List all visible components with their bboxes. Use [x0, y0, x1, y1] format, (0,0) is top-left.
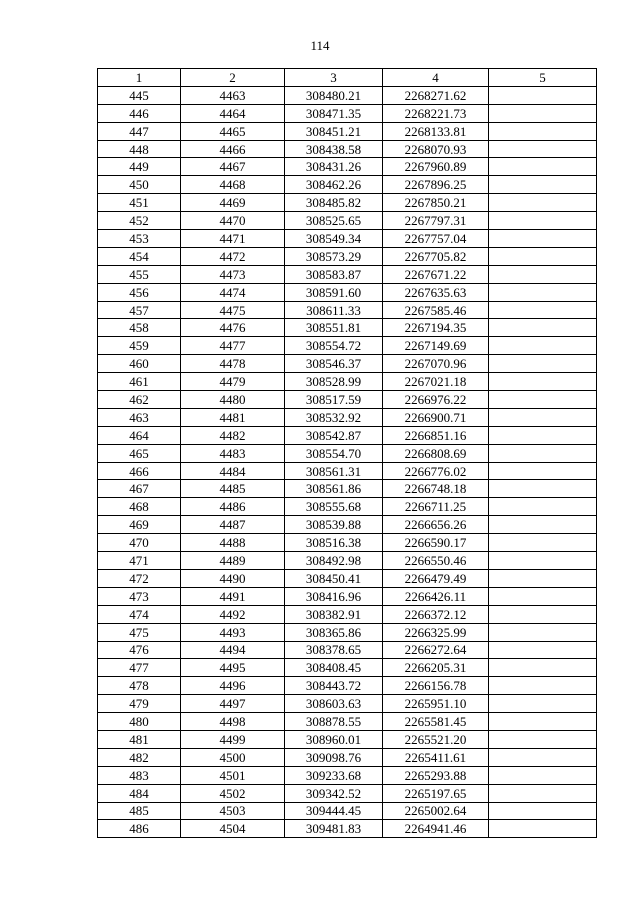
table-cell-col-4: 2267149.69 [383, 337, 489, 355]
table-row [98, 86, 597, 104]
table-row [98, 534, 597, 552]
table-row [98, 784, 597, 802]
table-cell-col-1: 485 [98, 802, 181, 820]
table-cell-col-4: 2265581.45 [383, 713, 489, 731]
table-cell-col-2: 4492 [181, 605, 285, 623]
table-row [98, 713, 597, 731]
table-body [98, 86, 597, 837]
table-row [98, 605, 597, 623]
table-cell-col-5 [489, 677, 597, 695]
table-cell-col-5 [489, 408, 597, 426]
table-cell-col-2: 4493 [181, 623, 285, 641]
table-cell-col-3: 309233.68 [285, 766, 383, 784]
table-cell-col-5 [489, 730, 597, 748]
table-row [98, 355, 597, 373]
table-cell-col-1: 446 [98, 104, 181, 122]
column-header-3: 3 [285, 69, 383, 87]
table-row [98, 194, 597, 212]
table-cell-col-1: 483 [98, 766, 181, 784]
table-cell-col-4: 2264941.46 [383, 820, 489, 838]
table-cell-col-3: 308573.29 [285, 247, 383, 265]
table-cell-col-2: 4491 [181, 587, 285, 605]
table-cell-col-3: 308431.26 [285, 158, 383, 176]
table-cell-col-2: 4500 [181, 748, 285, 766]
table-row [98, 677, 597, 695]
table-cell-col-1: 467 [98, 480, 181, 498]
table-cell-col-2: 4495 [181, 659, 285, 677]
table-cell-col-3: 308451.21 [285, 122, 383, 140]
table-row [98, 552, 597, 570]
table-cell-col-2: 4468 [181, 176, 285, 194]
table-cell-col-3: 308471.35 [285, 104, 383, 122]
table-cell-col-5 [489, 86, 597, 104]
table-cell-col-3: 308539.88 [285, 516, 383, 534]
table-cell-col-4: 2267896.25 [383, 176, 489, 194]
table-cell-col-3: 308443.72 [285, 677, 383, 695]
table-cell-col-3: 308416.96 [285, 587, 383, 605]
table-cell-col-3: 308960.01 [285, 730, 383, 748]
table-row [98, 408, 597, 426]
table-cell-col-1: 482 [98, 748, 181, 766]
table-cell-col-4: 2268133.81 [383, 122, 489, 140]
table-cell-col-4: 2266372.12 [383, 605, 489, 623]
table-cell-col-4: 2267757.04 [383, 230, 489, 248]
table-cell-col-5 [489, 247, 597, 265]
table-row [98, 391, 597, 409]
table-cell-col-2: 4503 [181, 802, 285, 820]
table-cell-col-1: 481 [98, 730, 181, 748]
table-cell-col-4: 2266272.64 [383, 641, 489, 659]
table-row [98, 283, 597, 301]
table-row [98, 426, 597, 444]
table-cell-col-5 [489, 265, 597, 283]
table-cell-col-1: 460 [98, 355, 181, 373]
table-cell-col-2: 4501 [181, 766, 285, 784]
table-cell-col-2: 4472 [181, 247, 285, 265]
table-row [98, 820, 597, 838]
table-cell-col-3: 308438.58 [285, 140, 383, 158]
table-cell-col-5 [489, 534, 597, 552]
table-row [98, 516, 597, 534]
table-cell-col-2: 4487 [181, 516, 285, 534]
table-cell-col-1: 469 [98, 516, 181, 534]
table-cell-col-1: 478 [98, 677, 181, 695]
table-cell-col-2: 4502 [181, 784, 285, 802]
table-cell-col-3: 308561.86 [285, 480, 383, 498]
table-cell-col-3: 308546.37 [285, 355, 383, 373]
table-row [98, 641, 597, 659]
table-cell-col-2: 4473 [181, 265, 285, 283]
column-header-4: 4 [383, 69, 489, 87]
table-cell-col-1: 461 [98, 373, 181, 391]
table-row [98, 748, 597, 766]
table-cell-col-4: 2265411.61 [383, 748, 489, 766]
table-cell-col-5 [489, 659, 597, 677]
table-cell-col-5 [489, 301, 597, 319]
table-cell-col-4: 2266976.22 [383, 391, 489, 409]
table-cell-col-2: 4481 [181, 408, 285, 426]
table-cell-col-1: 479 [98, 695, 181, 713]
table-cell-col-5 [489, 748, 597, 766]
table-cell-col-1: 464 [98, 426, 181, 444]
table-cell-col-2: 4482 [181, 426, 285, 444]
table-row [98, 569, 597, 587]
table-row [98, 444, 597, 462]
table-row [98, 462, 597, 480]
table-cell-col-1: 448 [98, 140, 181, 158]
table-cell-col-1: 465 [98, 444, 181, 462]
table-cell-col-1: 445 [98, 86, 181, 104]
table-cell-col-1: 466 [98, 462, 181, 480]
table-cell-col-3: 308408.45 [285, 659, 383, 677]
table-cell-col-4: 2267070.96 [383, 355, 489, 373]
table-cell-col-5 [489, 337, 597, 355]
table-cell-col-4: 2265197.65 [383, 784, 489, 802]
table-cell-col-4: 2266590.17 [383, 534, 489, 552]
table-cell-col-2: 4470 [181, 212, 285, 230]
table-cell-col-4: 2266711.25 [383, 498, 489, 516]
table-cell-col-1: 450 [98, 176, 181, 194]
table-row [98, 766, 597, 784]
table-cell-col-2: 4485 [181, 480, 285, 498]
table-cell-col-4: 2266426.11 [383, 587, 489, 605]
table-cell-col-5 [489, 140, 597, 158]
table-cell-col-5 [489, 194, 597, 212]
table-cell-col-4: 2266156.78 [383, 677, 489, 695]
table-cell-col-3: 308878.55 [285, 713, 383, 731]
table-row [98, 337, 597, 355]
table-cell-col-4: 2266656.26 [383, 516, 489, 534]
table-cell-col-4: 2266900.71 [383, 408, 489, 426]
table-cell-col-4: 2266851.16 [383, 426, 489, 444]
table-row [98, 730, 597, 748]
table-cell-col-5 [489, 104, 597, 122]
table-cell-col-2: 4477 [181, 337, 285, 355]
table-cell-col-4: 2267797.31 [383, 212, 489, 230]
table-header [98, 69, 597, 87]
header-row [98, 69, 597, 87]
table-row [98, 695, 597, 713]
table-cell-col-2: 4475 [181, 301, 285, 319]
table-cell-col-4: 2265951.10 [383, 695, 489, 713]
table-cell-col-3: 308542.87 [285, 426, 383, 444]
table-cell-col-2: 4497 [181, 695, 285, 713]
column-header-5: 5 [489, 69, 597, 87]
table-cell-col-3: 308378.65 [285, 641, 383, 659]
table-cell-col-4: 2265002.64 [383, 802, 489, 820]
table-row [98, 373, 597, 391]
table-cell-col-5 [489, 623, 597, 641]
table-cell-col-3: 308492.98 [285, 552, 383, 570]
table-cell-col-4: 2268271.62 [383, 86, 489, 104]
table-cell-col-3: 308532.92 [285, 408, 383, 426]
table-cell-col-5 [489, 516, 597, 534]
table-cell-col-2: 4496 [181, 677, 285, 695]
table-cell-col-2: 4483 [181, 444, 285, 462]
table-cell-col-2: 4479 [181, 373, 285, 391]
table-cell-col-5 [489, 391, 597, 409]
table-cell-col-1: 470 [98, 534, 181, 552]
table-cell-col-5 [489, 498, 597, 516]
table-cell-col-2: 4488 [181, 534, 285, 552]
table-cell-col-3: 308516.38 [285, 534, 383, 552]
table-cell-col-1: 468 [98, 498, 181, 516]
table-cell-col-3: 308591.60 [285, 283, 383, 301]
table-cell-col-2: 4489 [181, 552, 285, 570]
table-cell-col-4: 2265293.88 [383, 766, 489, 784]
table-cell-col-2: 4490 [181, 569, 285, 587]
table-cell-col-4: 2268070.93 [383, 140, 489, 158]
table-cell-col-3: 308480.21 [285, 86, 383, 104]
table-cell-col-5 [489, 355, 597, 373]
table-cell-col-2: 4504 [181, 820, 285, 838]
table-row [98, 176, 597, 194]
table-cell-col-3: 308382.91 [285, 605, 383, 623]
table-cell-col-1: 473 [98, 587, 181, 605]
table-cell-col-1: 452 [98, 212, 181, 230]
table-row [98, 659, 597, 677]
table-cell-col-3: 308554.72 [285, 337, 383, 355]
table-cell-col-4: 2267671.22 [383, 265, 489, 283]
table-cell-col-1: 486 [98, 820, 181, 838]
table-row [98, 301, 597, 319]
table-cell-col-3: 308549.34 [285, 230, 383, 248]
table-cell-col-3: 308583.87 [285, 265, 383, 283]
table-cell-col-3: 308365.86 [285, 623, 383, 641]
table-cell-col-2: 4480 [181, 391, 285, 409]
table-cell-col-5 [489, 766, 597, 784]
table-row [98, 140, 597, 158]
table-cell-col-2: 4465 [181, 122, 285, 140]
table-cell-col-2: 4464 [181, 104, 285, 122]
table-cell-col-3: 308450.41 [285, 569, 383, 587]
table-cell-col-2: 4463 [181, 86, 285, 104]
table-cell-col-4: 2266808.69 [383, 444, 489, 462]
table-cell-col-3: 308528.99 [285, 373, 383, 391]
table-cell-col-1: 447 [98, 122, 181, 140]
table-cell-col-5 [489, 695, 597, 713]
table-row [98, 480, 597, 498]
table-cell-col-3: 308555.68 [285, 498, 383, 516]
table-cell-col-4: 2265521.20 [383, 730, 489, 748]
table-cell-col-5 [489, 444, 597, 462]
table-cell-col-5 [489, 212, 597, 230]
table-cell-col-1: 462 [98, 391, 181, 409]
table-cell-col-3: 308485.82 [285, 194, 383, 212]
table-row [98, 212, 597, 230]
table-cell-col-5 [489, 820, 597, 838]
table-cell-col-2: 4469 [181, 194, 285, 212]
table-cell-col-5 [489, 426, 597, 444]
table-cell-col-5 [489, 122, 597, 140]
table-cell-col-1: 453 [98, 230, 181, 248]
table-cell-col-3: 308554.70 [285, 444, 383, 462]
table-cell-col-3: 308525.65 [285, 212, 383, 230]
table-cell-col-5 [489, 230, 597, 248]
table-cell-col-3: 308517.59 [285, 391, 383, 409]
table-cell-col-4: 2267850.21 [383, 194, 489, 212]
table-cell-col-2: 4476 [181, 319, 285, 337]
table-row [98, 158, 597, 176]
table-cell-col-4: 2267705.82 [383, 247, 489, 265]
table-row [98, 247, 597, 265]
table-cell-col-1: 459 [98, 337, 181, 355]
table-cell-col-5 [489, 480, 597, 498]
table-cell-col-1: 475 [98, 623, 181, 641]
table-cell-col-4: 2266776.02 [383, 462, 489, 480]
table-cell-col-2: 4484 [181, 462, 285, 480]
table-cell-col-4: 2267194.35 [383, 319, 489, 337]
table-cell-col-3: 309098.76 [285, 748, 383, 766]
column-header-2: 2 [181, 69, 285, 87]
table-cell-col-3: 308462.26 [285, 176, 383, 194]
column-header-1: 1 [98, 69, 181, 87]
table-cell-col-5 [489, 802, 597, 820]
table-cell-col-1: 449 [98, 158, 181, 176]
table-cell-col-5 [489, 587, 597, 605]
table-cell-col-3: 309342.52 [285, 784, 383, 802]
table-cell-col-2: 4467 [181, 158, 285, 176]
table-cell-col-1: 477 [98, 659, 181, 677]
table-cell-col-2: 4498 [181, 713, 285, 731]
table-cell-col-5 [489, 605, 597, 623]
table-cell-col-3: 308551.81 [285, 319, 383, 337]
table-cell-col-2: 4486 [181, 498, 285, 516]
table-cell-col-1: 458 [98, 319, 181, 337]
table-row [98, 319, 597, 337]
table-cell-col-2: 4466 [181, 140, 285, 158]
table-row [98, 122, 597, 140]
table-cell-col-5 [489, 713, 597, 731]
table-cell-col-2: 4494 [181, 641, 285, 659]
table-cell-col-1: 472 [98, 569, 181, 587]
table-cell-col-4: 2266479.49 [383, 569, 489, 587]
table-cell-col-2: 4474 [181, 283, 285, 301]
table-cell-col-3: 308611.33 [285, 301, 383, 319]
table-cell-col-4: 2267585.46 [383, 301, 489, 319]
table-cell-col-5 [489, 158, 597, 176]
table-cell-col-1: 455 [98, 265, 181, 283]
table-cell-col-1: 476 [98, 641, 181, 659]
table-cell-col-4: 2267635.63 [383, 283, 489, 301]
table-cell-col-1: 484 [98, 784, 181, 802]
table-cell-col-5 [489, 462, 597, 480]
table-row [98, 104, 597, 122]
table-cell-col-3: 308603.63 [285, 695, 383, 713]
table-cell-col-5 [489, 552, 597, 570]
table-cell-col-3: 309444.45 [285, 802, 383, 820]
table-cell-col-1: 471 [98, 552, 181, 570]
table-row [98, 587, 597, 605]
table-cell-col-1: 463 [98, 408, 181, 426]
coordinates-table [97, 68, 597, 838]
table-row [98, 498, 597, 516]
table-cell-col-3: 309481.83 [285, 820, 383, 838]
table-cell-col-2: 4478 [181, 355, 285, 373]
table-cell-col-4: 2267960.89 [383, 158, 489, 176]
table-cell-col-4: 2266748.18 [383, 480, 489, 498]
table-cell-col-5 [489, 373, 597, 391]
table-cell-col-3: 308561.31 [285, 462, 383, 480]
page-number: 114 [310, 38, 330, 53]
table-row [98, 623, 597, 641]
table-cell-col-1: 480 [98, 713, 181, 731]
table-cell-col-2: 4471 [181, 230, 285, 248]
table-cell-col-1: 474 [98, 605, 181, 623]
table-cell-col-2: 4499 [181, 730, 285, 748]
table-cell-col-1: 457 [98, 301, 181, 319]
table-cell-col-5 [489, 283, 597, 301]
table-row [98, 802, 597, 820]
table-cell-col-1: 451 [98, 194, 181, 212]
table-cell-col-4: 2266205.31 [383, 659, 489, 677]
table-cell-col-5 [489, 319, 597, 337]
table-cell-col-5 [489, 784, 597, 802]
table-cell-col-5 [489, 641, 597, 659]
table-cell-col-4: 2267021.18 [383, 373, 489, 391]
table-cell-col-5 [489, 569, 597, 587]
table-cell-col-1: 454 [98, 247, 181, 265]
table-row [98, 265, 597, 283]
table-cell-col-4: 2266325.99 [383, 623, 489, 641]
table-cell-col-1: 456 [98, 283, 181, 301]
table-cell-col-5 [489, 176, 597, 194]
table-cell-col-4: 2266550.46 [383, 552, 489, 570]
table-row [98, 230, 597, 248]
table-cell-col-4: 2268221.73 [383, 104, 489, 122]
